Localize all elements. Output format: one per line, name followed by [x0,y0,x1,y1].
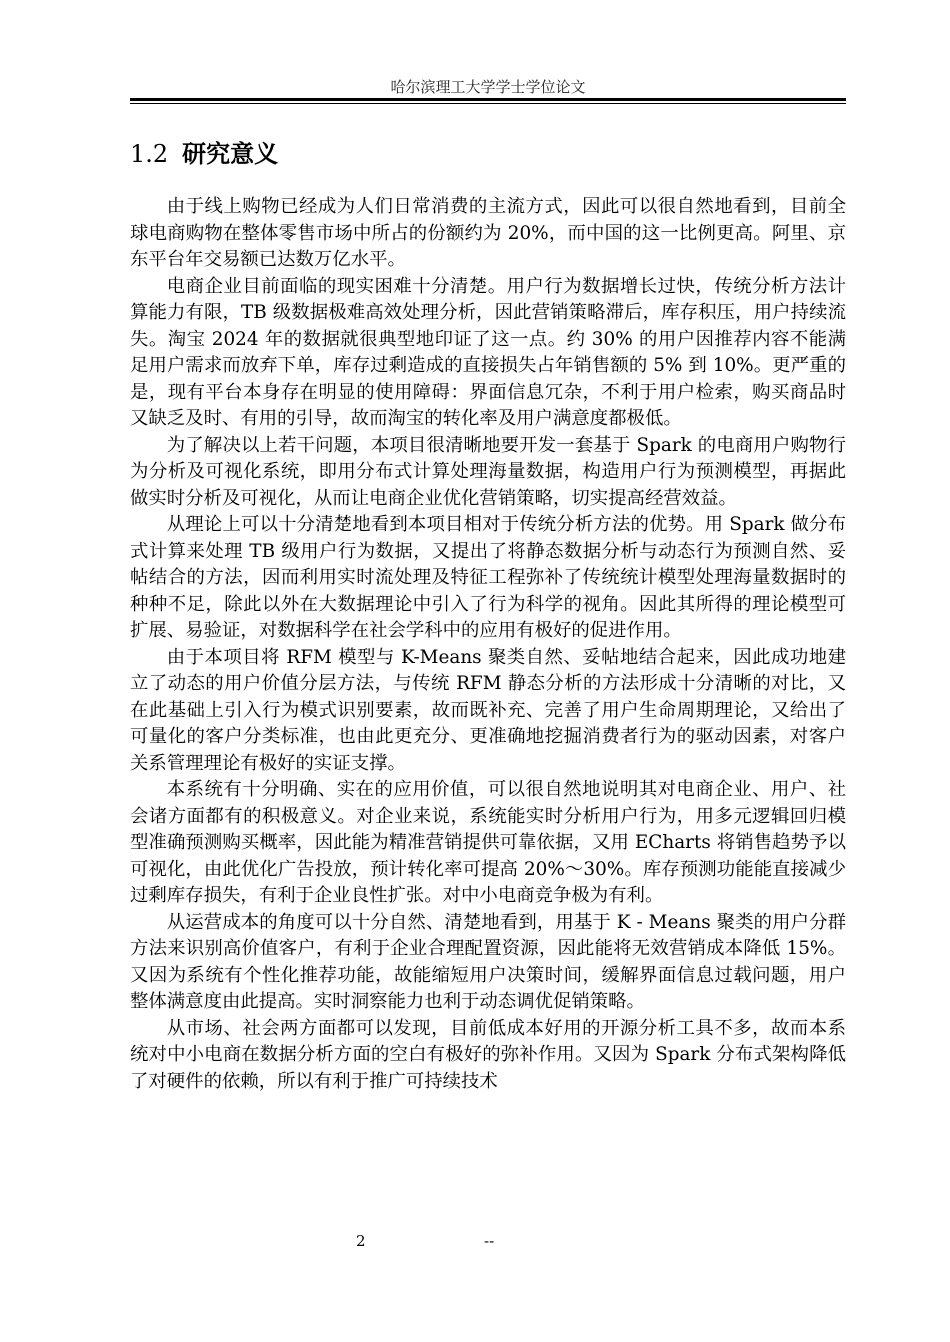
paragraph: 从运营成本的角度可以十分自然、清楚地看到，用基于 K - Means 聚类的用户分群方法来识别高价值客户，有利于企业合理配置资源，因此能将无效营销成本降低 15%。又因为系统有个性化推荐功能，故能缩短用户决策时间，缓解界面信息过载问题，用户整体满意度由此提高。实时洞察能力也利于动态调优促销策略。 [130,911,846,1012]
paragraph: 由于本项目将 RFM 模型与 K-Means 聚类自然、妥帖地结合起来，因此成功地建立了动态的用户价值分层方法，与传统 RFM 静态分析的方法形成十分清晰的对比，又在此基础上引入行为模式识别要素，故而既补充、完善了用户生命周期理论，又给出了可量化的客户分类标准，也由此更充分、更准确地挖掘消费者行为的驱动因素，对客户关系管理理论有极好的实证支撑。 [130,646,846,774]
paragraph: 由于线上购物已经成为人们日常消费的主流方式，因此可以很自然地看到，目前全球电商购物在整体零售市场中所占的份额约为 20%，而中国的这一比例更高。阿里、京东平台年交易额已达数万亿水平。 [130,196,846,270]
paragraph: 为了解决以上若干问题，本项目很清晰地要开发一套基于 Spark 的电商用户购物行为分析及可视化系统，即用分布式计算处理海量数据，构造用户行为预测模型，再据此做实时分析及可视化，从而让电商企业优化营销策略，切实提高经营效益。 [130,434,846,509]
paragraph: 从市场、社会两方面都可以发现，目前低成本好用的开源分析工具不多，故而本系统对中小电商在数据分析方面的空白有极好的弥补作用。又因为 Spark 分布式架构降低了对硬件的依赖，所以有利于推广可持续技术 [130,1017,846,1092]
section-title: 研究意义 [182,140,279,168]
paragraph: 电商企业目前面临的现实困难十分清楚。用户行为数据增长过快，传统分析方法计算能力有限，TB 级数据极难高效处理分析，因此营销策略滞后，库存积压，用户持续流失。淘宝 2024 年的数据就很典型地印证了这一点。约 30% 的用户因推荐内容不能满足用户需求而放弃下单，库存过剩造成的直接损失占年销售额的 5% 到 10%。更严重的是，现有平台本身存在明显的使用障碍：界面信息冗杂，不利于用户检索，购买商品时又缺乏及时、有用的引导，故而淘宝的转化率及用户满意度都极低。 [130,275,846,429]
running-header: 哈尔滨理工大学学士学位论文 [390,78,586,96]
paragraph: 本系统有十分明确、实在的应用价值，可以很自然地说明其对电商企业、用户、社会诸方面都有的积极意义。对企业来说，系统能实时分析用户行为，用多元逻辑回归模型准确预测购买概率，因此能为精准营销提供可靠依据，又用 ECharts 将销售趋势予以可视化，由此优化广告投放，预计转化率可提高 20%～30%。库存预测功能能直接减少过剩库存损失，有利于企业良性扩张。对中小电商竞争极为有利。 [130,779,846,906]
header-rule-thick [130,98,846,101]
body-text [130,194,846,1095]
section-heading [130,134,278,169]
header-rule-thin [130,103,846,104]
section-number: 1.2 [130,140,169,168]
paragraph: 从理论上可以十分清楚地看到本项目相对于传统分析方法的优势。用 Spark 做分布式计算来处理 TB 级用户行为数据，又提出了将静态数据分析与动态行为预测自然、妥帖结合的方法，因而利用实时流处理及特征工程弥补了传统统计模型处理海量数据时的种种不足，除此以外在大数据理论中引入了行为科学的视角。因此其所得的理论模型可扩展、易验证，对数据科学在社会学科中的应用有极好的促进作用。 [130,514,846,641]
footer-dash: -- [484,1232,495,1250]
page-number: 2 [356,1232,366,1250]
